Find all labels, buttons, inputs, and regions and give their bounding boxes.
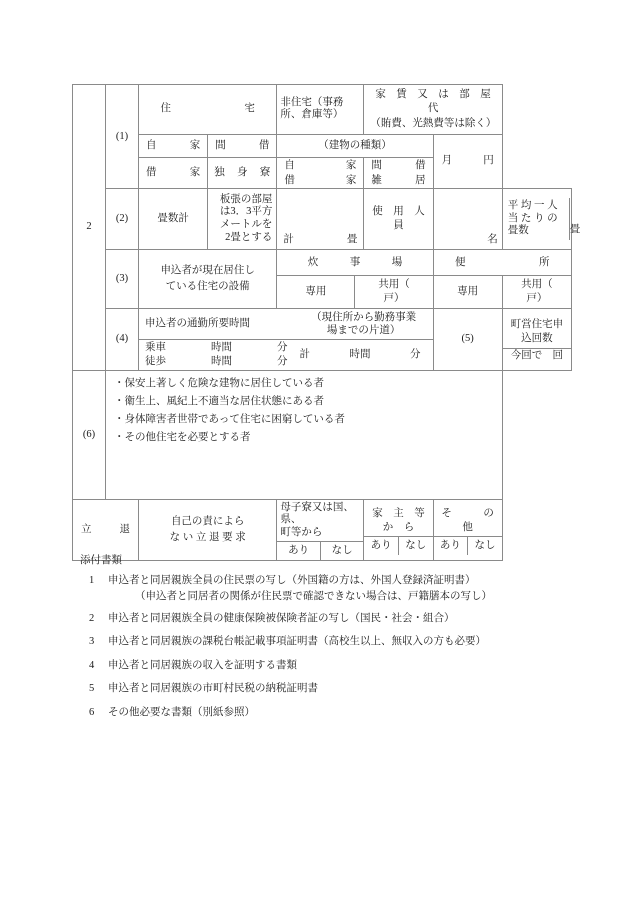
list-item [80, 661, 600, 672]
form-row-4-5 [73, 308, 572, 370]
eviction-source2-group [364, 499, 436, 561]
rent-house-label-cell[interactable] [139, 157, 208, 188]
reason-bullet-4: ・その他住宅を必要とする者 [114, 431, 251, 443]
row-index-2: (2) [106, 189, 139, 250]
facility-label-line-2: ている住宅の設備 [165, 280, 250, 292]
section-number-cell: 2 [73, 85, 106, 371]
attachment-text-4: 申込者と同居親族の収入を証明する書類 [108, 659, 297, 671]
attachment-number-3: 3 [89, 636, 95, 647]
avg-tatami-input-cell[interactable] [569, 198, 581, 240]
users-label: 使 用 人 員 [372, 206, 436, 232]
avg-tatami-label-1: 平 均 一 人 [507, 200, 558, 212]
nr-own-rent-cell[interactable] [277, 157, 364, 188]
attachment-subtext-1: （申込者と同居者の関係が住民票で確認できない場合は、戸籍膳本の写し） [135, 591, 492, 602]
kitchen-group-cell [277, 250, 442, 309]
own-house-char-a: 自 [146, 139, 157, 151]
eviction-source3-no[interactable]: なし [468, 537, 502, 555]
this-time-label: 今回で [510, 349, 543, 361]
commute-time-input-cell[interactable] [139, 339, 433, 369]
eviction-source1-group [277, 499, 364, 561]
row-index-3: (3) [106, 250, 139, 309]
commute-total-hour-unit: 時間 [349, 348, 371, 360]
dokushin-char-c: 寮 [259, 166, 271, 178]
tatami-note-line-4: 2畳とする [225, 231, 273, 243]
users-label-cell [364, 189, 436, 250]
residence-header: 住 宅 [160, 103, 255, 115]
form-row-3 [73, 250, 572, 309]
eviction-source2-yes[interactable]: あり [364, 537, 398, 555]
attachment-text-3: 申込者と同居親族の課税台帳記載事項証明書（高校生以上、無収入の方も必要） [108, 636, 486, 647]
eviction-source3-group [433, 499, 526, 561]
ride-hour-unit: 時間 [211, 341, 232, 353]
apply-count-group-cell [502, 308, 571, 370]
eviction-source1-yes[interactable]: あり [277, 542, 320, 560]
tatami-total-label: 畳数計 [157, 213, 189, 225]
tatami-note-cell [208, 189, 277, 250]
reasons-bullet-list [106, 371, 502, 451]
row-index-5: (5) [433, 308, 502, 370]
own-house-label-cell [139, 134, 208, 157]
list-item [80, 614, 600, 625]
residence-group-cell [139, 85, 277, 135]
avg-tatami-cell [502, 189, 581, 250]
tatami-total-label-cell [139, 189, 208, 250]
commute-note-line-2: 場までの片道） [326, 324, 401, 336]
eviction-reason-cell [139, 499, 277, 561]
attachments-list [80, 576, 600, 719]
attachment-number-1: 1 [89, 574, 95, 586]
attachment-text-5: 申込者と同居親族の市町村民税の納税証明書 [108, 683, 318, 694]
rent-subheader: （賄費、光熱費等は除く） [370, 117, 497, 129]
tatami-note-line-2: は3．3平方 [219, 206, 273, 218]
avg-tatami-label-2: 当 た り の [507, 212, 558, 224]
dokushin-label-cell[interactable] [208, 157, 277, 188]
application-form-table [72, 84, 585, 561]
application-form-table-wrapper [72, 84, 585, 561]
form-row-eviction [73, 499, 572, 561]
walk-minute-unit: 分 [277, 355, 288, 367]
nr-own-char-a: 自 [284, 159, 295, 171]
tatami-note-line-3: メートルを [219, 219, 273, 231]
kitchen-shared-option[interactable]: 共用（ 戸） [355, 276, 433, 308]
avg-tatami-label-cell [503, 198, 570, 240]
list-item [80, 576, 600, 587]
building-type-label: （建物の種類） [277, 134, 433, 157]
attachment-entry-1 [80, 576, 600, 603]
reason-bullet-1: ・保安上著しく危険な建物に居住している者 [114, 377, 324, 389]
toilet-private-option[interactable]: 専用 [434, 276, 503, 308]
list-item [80, 637, 600, 648]
avg-tatami-unit: 畳 [569, 224, 581, 236]
attachment-number-5: 5 [89, 683, 95, 694]
commute-total-label: 計 [299, 348, 311, 360]
eviction-source2-no[interactable]: なし [398, 537, 432, 555]
nr-rent-char-b: 家 [345, 174, 357, 186]
commute-group-cell [139, 308, 434, 370]
nr-zatsu-char-a: 雑 [371, 174, 382, 186]
ma-char-b: 借 [258, 139, 270, 151]
reason-bullet-3: ・身体障害者世帯であって住宅に困窮している者 [114, 413, 345, 425]
eviction-source3-label: そ の 他 [441, 507, 526, 533]
form-row-1b [73, 134, 572, 157]
kitchen-private-option[interactable]: 専用 [277, 276, 355, 308]
tatami-sum-input-cell[interactable] [277, 189, 364, 250]
attachment-number-2: 2 [89, 612, 95, 624]
ma-char-a: 間 [215, 139, 226, 151]
row-index-4: (4) [106, 308, 139, 370]
commute-note-cell [295, 309, 433, 340]
people-unit-label: 名 [487, 234, 498, 246]
eviction-source2-label: 家 主 等 か ら [372, 507, 436, 533]
rent-amount-input-cell[interactable] [433, 134, 502, 188]
attachment-number-4: 4 [89, 659, 95, 671]
form-row-6 [73, 370, 572, 499]
users-count-input-cell[interactable] [433, 189, 502, 250]
commute-total-cell[interactable] [298, 340, 433, 370]
rent-header-cell [364, 85, 502, 135]
commute-note-line-1: （現住所から勤務事業 [311, 311, 417, 323]
facility-label-cell [139, 250, 277, 309]
nonresidence-header-cell [277, 85, 364, 135]
nr-ma-char-a: 間 [371, 159, 382, 171]
list-item [80, 708, 600, 719]
nr-zatsu-char-b: 居 [415, 174, 426, 186]
commute-total-minute-unit: 分 [410, 348, 421, 360]
apply-count-input-cell[interactable] [503, 348, 571, 362]
eviction-source1-line-1: 母子寮又は国、県、 [280, 501, 354, 526]
toilet-header: 便 所 [455, 256, 550, 268]
attachment-number-6: 6 [89, 706, 95, 718]
eviction-char-b: 退 [119, 524, 130, 536]
row-index-1: (1) [106, 85, 139, 189]
nr-ma-zatsu-cell[interactable] [364, 157, 433, 188]
form-row-2 [73, 189, 572, 250]
dokushin-char-b: 身 [237, 166, 248, 178]
list-item [80, 684, 600, 695]
yen-unit-label: 円 [483, 155, 494, 167]
attachment-text-6: その他必要な書類（別紙参照） [108, 706, 255, 718]
walk-label: 徒歩 [145, 355, 166, 367]
eviction-reason-line-2: な い 立 退 要 求 [169, 532, 246, 544]
rent-header: 家 賃 又 は 部 屋 代 [375, 89, 502, 114]
toilet-group-cell [433, 250, 585, 309]
kitchen-header: 炊 事 場 [307, 256, 403, 268]
nonresidence-header: 非住宅（事務所、倉庫等） [280, 96, 344, 121]
ride-label: 乗車 [145, 341, 166, 353]
eviction-char-a: 立 [81, 524, 92, 536]
apply-count-unit: 回 [552, 349, 563, 361]
eviction-source1-line-2: 町等から [280, 526, 323, 538]
commute-label: 申込者の通勤所要時間 [145, 317, 250, 329]
dokushin-char-a: 独 [214, 166, 225, 178]
tatami-sum-unit: 畳 [346, 234, 358, 246]
reasons-cell[interactable] [106, 370, 503, 499]
eviction-source1-no[interactable]: なし [320, 542, 363, 560]
eviction-reason-line-1: 自己の責によら [170, 516, 245, 528]
own-house-char-b: 家 [189, 139, 201, 151]
tatami-note-line-1: 板張の部屋 [219, 193, 273, 205]
eviction-source1-label [277, 500, 363, 542]
reason-bullet-2: ・衛生上、風紀上不適当な居住状態にある者 [114, 395, 324, 407]
facility-label-line-1: 申込者が現在居住し [160, 265, 255, 277]
nr-ma-char-b: 借 [415, 159, 426, 171]
row-index-6: (6) [73, 370, 106, 499]
rent-house-char-b: 家 [189, 166, 201, 178]
attachment-text-2: 申込者と同居親族全員の健康保険被保険者証の写し（国民・社会・組合） [108, 612, 455, 624]
nr-own-char-b: 家 [345, 159, 357, 171]
apply-count-label: 町営住宅申込回数 [510, 318, 564, 344]
ride-minute-unit: 分 [277, 341, 288, 353]
eviction-label-cell [73, 499, 139, 561]
walk-hour-unit: 時間 [211, 355, 232, 367]
eviction-source3-yes[interactable]: あり [434, 537, 468, 555]
form-row-1 [73, 85, 572, 135]
attachments-title: 添付書類 [80, 555, 122, 566]
rent-house-char-a: 借 [146, 166, 157, 178]
nr-rent-char-a: 借 [284, 174, 295, 186]
avg-tatami-label-3: 畳数 [507, 225, 529, 237]
toilet-shared-option[interactable]: 共用（ 戸） [502, 276, 571, 308]
attachments-section [80, 556, 600, 731]
attachment-text-1: 申込者と同居親族全員の住民票の写し（外国籍の方は、外国人登録済証明書） [108, 574, 476, 586]
tatami-sum-label: 計 [283, 234, 294, 246]
ma-label-cell [208, 134, 277, 157]
month-unit-label: 月 [441, 155, 453, 167]
